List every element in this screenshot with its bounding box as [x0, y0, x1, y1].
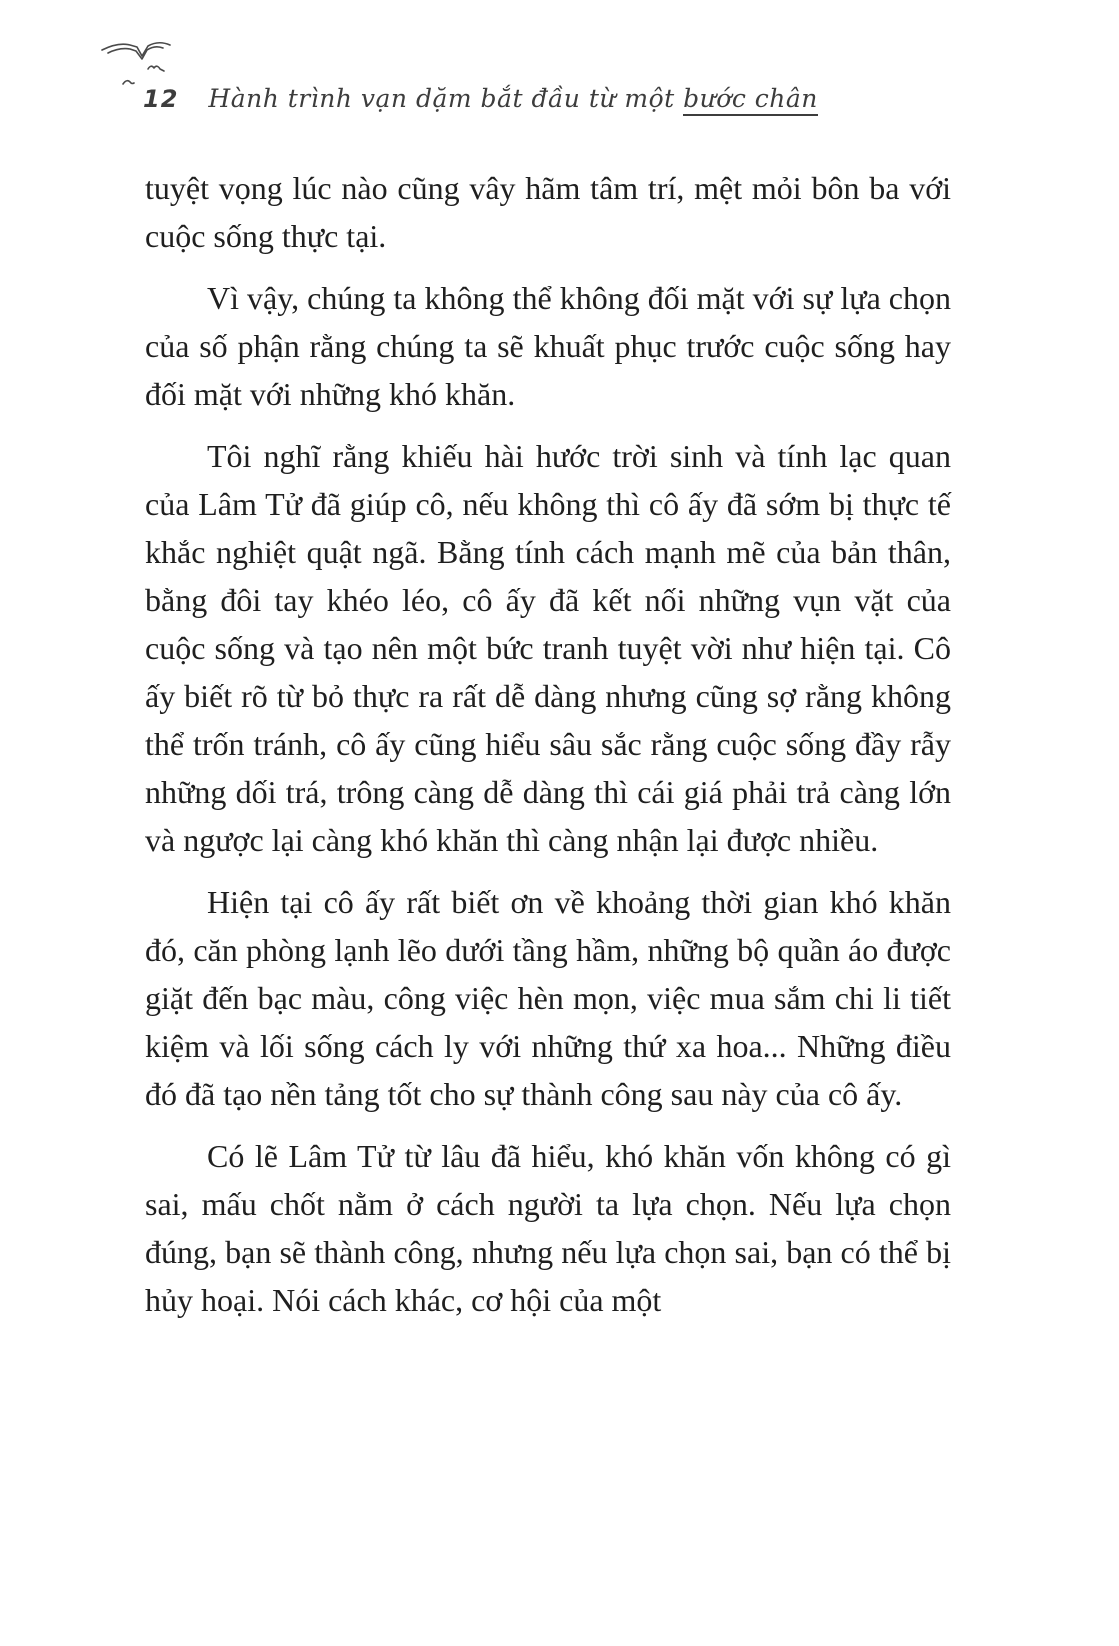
running-title: [208, 84, 817, 113]
paragraph: Có lẽ Lâm Tử từ lâu đã hiểu, khó khăn vốn không có gì sai, mấu chốt nằm ở cách người ta lựa chọn. Nếu lựa chọn đúng, bạn sẽ thành công, nhưng nếu lựa chọn sai, bạn có thể bị hủy hoại. Nói cách khác, cơ hội của một: [145, 1138, 951, 1318]
large-bird-inner-line: [108, 47, 163, 59]
paragraph: Vì vậy, chúng ta không thể không đối mặt với sự lựa chọn của số phận rằng chúng ta sẽ khuất phục trước cuộc sống hay đối mặt với những khó khăn.: [145, 280, 951, 412]
running-title-text: Hành trình vạn dặm bắt đầu từ một: [208, 84, 684, 113]
page-body-text: [145, 164, 951, 1324]
tiny-bird-icon: [123, 81, 134, 84]
paragraph: Tôi nghĩ rằng khiếu hài hước trời sinh và tính lạc quan của Lâm Tử đã giúp cô, nếu không thì cô ấy đã sớm bị thực tế khắc nghiệt quật ngã. Bằng tính cách mạnh mẽ của bản thân, bằng đôi tay khéo léo, cô ấy đã kết nối những vụn vặt của cuộc sống và tạo nên một bức tranh tuyệt vời như hiện tại. Cô ấy biết rõ từ bỏ thực ra rất dễ dàng nhưng cũng sợ rằng không thể trốn tránh, cô ấy cũng hiểu sâu sắc rằng cuộc sống đầy rẫy những dối trá, trông càng dễ dàng thì cái giá phải trả càng lớn và ngược lại càng khó khăn thì càng nhận lại được nhiều.: [145, 438, 951, 858]
paragraph: Hiện tại cô ấy rất biết ơn về khoảng thời gian khó khăn đó, căn phòng lạnh lẽo dưới tầng hầm, những bộ quần áo được giặt đến bạc màu, công việc hèn mọn, việc mua sắm chi li tiết kiệm và lối sống cách ly với những thứ xa hoa... Những điều đó đã tạo nền tảng tốt cho sự thành công sau này của cô ấy.: [145, 884, 951, 1112]
small-bird-icon: [148, 66, 164, 71]
running-title-underlined-text: bước chân: [683, 84, 818, 116]
large-bird-outline: [102, 43, 170, 56]
page-number: 12: [143, 85, 179, 113]
paragraph: tuyệt vọng lúc nào cũng vây hãm tâm trí, mệt mỏi bôn ba với cuộc sống thực tại.: [145, 170, 951, 254]
running-head: [143, 84, 818, 113]
